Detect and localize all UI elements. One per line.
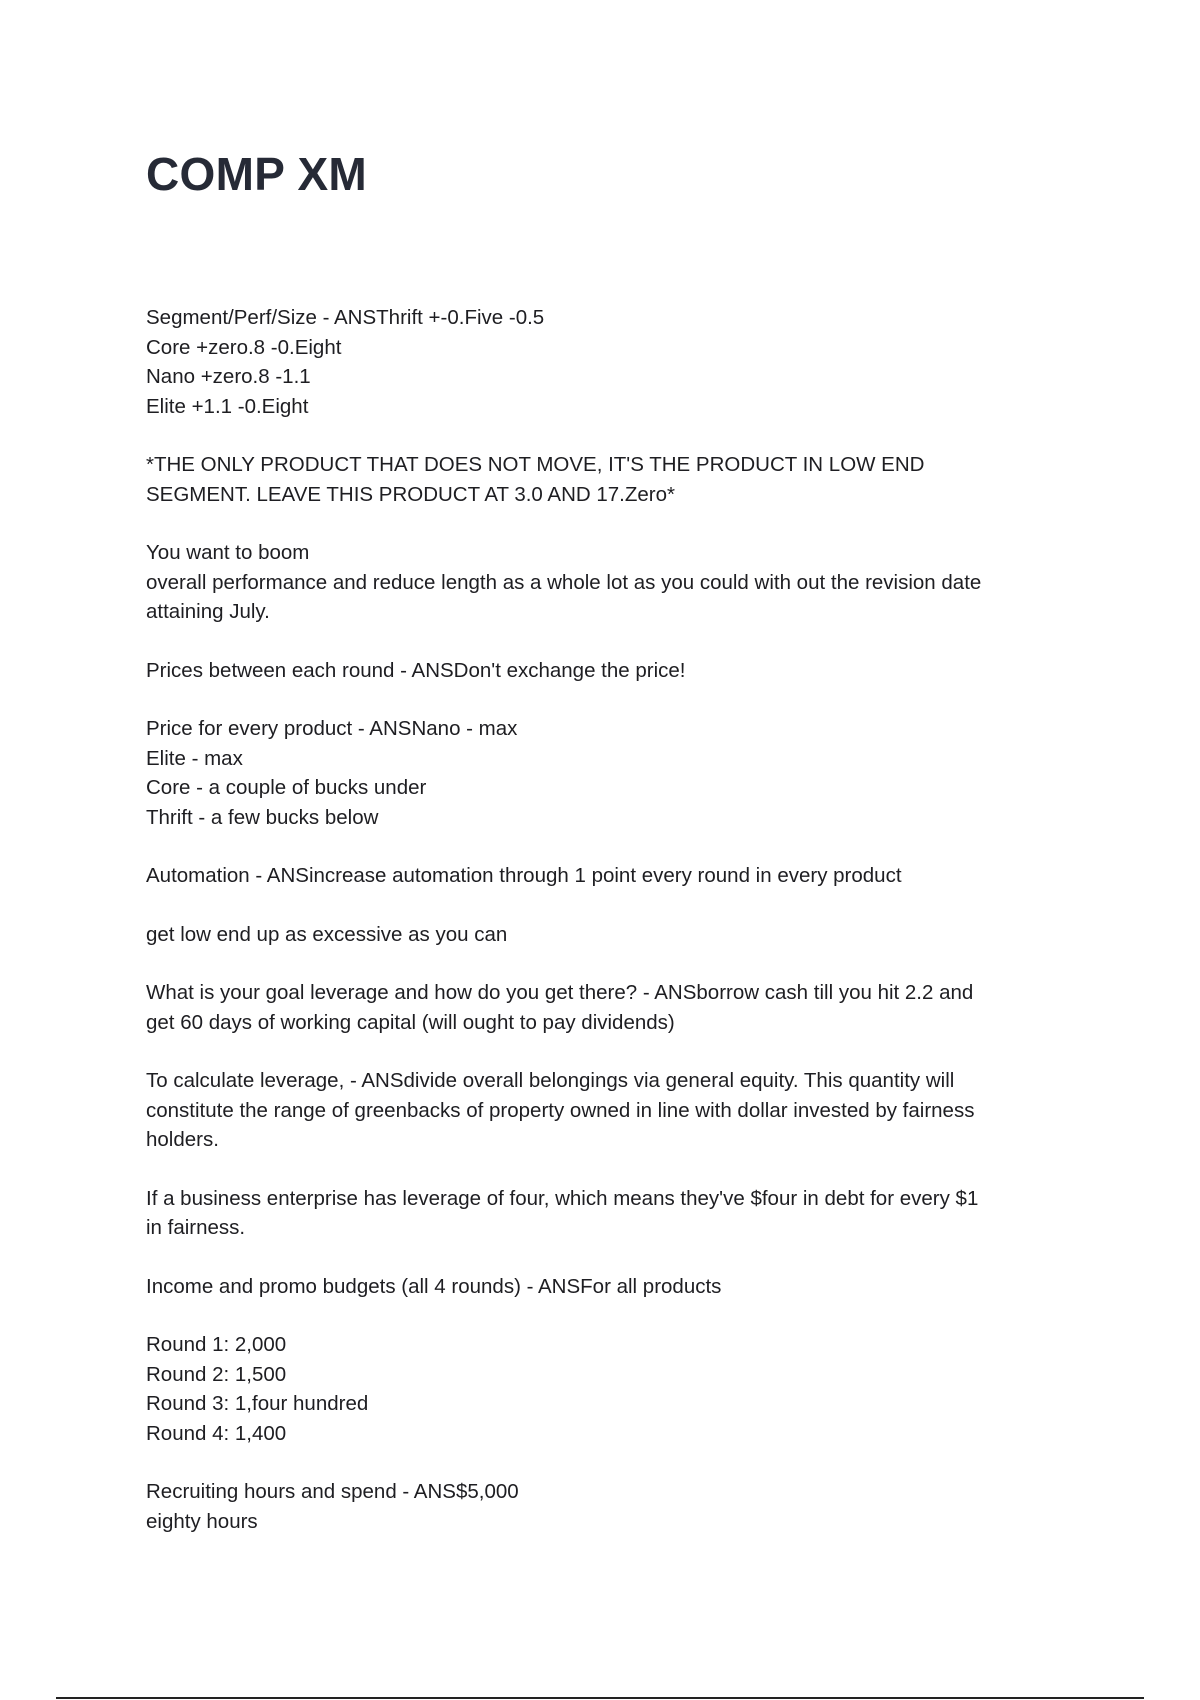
body-paragraph [146, 538, 1066, 627]
text-line: constitute the range of greenbacks of property owned in line with dollar invested by fairness [146, 1098, 975, 1122]
text-line: Round 1: 2,000 [146, 1333, 287, 1356]
text-line: Segment/Perf/Size - ANSThrift +-0.Five -0.5 [146, 306, 545, 329]
body-paragraph [146, 1184, 1066, 1243]
text-line: get low end up as excessive as you can [146, 922, 508, 946]
text-line: Income and promo budgets (all 4 rounds) - ANSFor all products [146, 1274, 722, 1298]
text-line: Price for every product - ANSNano - max [146, 717, 518, 740]
text-line: attaining July. [146, 600, 270, 623]
text-line: get 60 days of working capital (will ought to pay dividends) [146, 1010, 675, 1034]
body-paragraph [146, 861, 1066, 891]
text-line: Automation - ANSincrease automation through 1 point every round in every product [146, 864, 902, 887]
text-line: Thrift - a few bucks below [146, 805, 379, 829]
body-paragraph [146, 450, 1066, 509]
text-line: overall performance and reduce length as a whole lot as you could with out the revision date [146, 570, 982, 594]
text-line: Core - a couple of bucks under [146, 776, 427, 799]
text-line: SEGMENT. LEAVE THIS PRODUCT AT 3.0 AND 17.Zero* [146, 482, 675, 506]
page-bottom-rule [56, 1697, 1144, 1699]
body-paragraph [146, 1330, 1066, 1448]
text-line: What is your goal leverage and how do you get there? - ANSborrow cash till you hit 2.2 and [146, 981, 974, 1004]
text-line: eighty hours [146, 1509, 258, 1533]
text-line: Elite - max [146, 746, 243, 770]
body-paragraph [146, 303, 1066, 421]
body-paragraph [146, 656, 1066, 686]
text-line: You want to boom [146, 541, 310, 564]
text-line: If a business enterprise has leverage of four, which means they've $four in debt for every $1 [146, 1186, 979, 1210]
text-line: in fairness. [146, 1216, 246, 1239]
text-line: Round 2: 1,500 [146, 1362, 287, 1386]
body-paragraph [146, 1272, 1066, 1302]
text-line: Round 3: 1,four hundred [146, 1392, 369, 1415]
text-line: Round 4: 1,400 [146, 1421, 287, 1445]
body-paragraph [146, 1477, 1066, 1536]
text-line: Recruiting hours and spend - ANS$5,000 [146, 1480, 519, 1503]
body-paragraph [146, 714, 1066, 832]
text-line: Nano +zero.8 -1.1 [146, 365, 311, 388]
text-line: holders. [146, 1128, 219, 1151]
document-title: COMP XM [146, 148, 368, 200]
text-line: Core +zero.8 -0.Eight [146, 335, 342, 359]
text-line: To calculate leverage, - ANSdivide overall belongings via general equity. This quantity will [146, 1069, 955, 1092]
body-paragraph [146, 1066, 1066, 1155]
body-paragraph [146, 978, 1066, 1037]
text-line: Prices between each round - ANSDon't exchange the price! [146, 658, 686, 682]
text-line: *THE ONLY PRODUCT THAT DOES NOT MOVE, IT'S THE PRODUCT IN LOW END [146, 453, 925, 476]
document-body [146, 303, 1066, 1565]
body-paragraph [146, 920, 1066, 950]
text-line: Elite +1.1 -0.Eight [146, 394, 309, 418]
